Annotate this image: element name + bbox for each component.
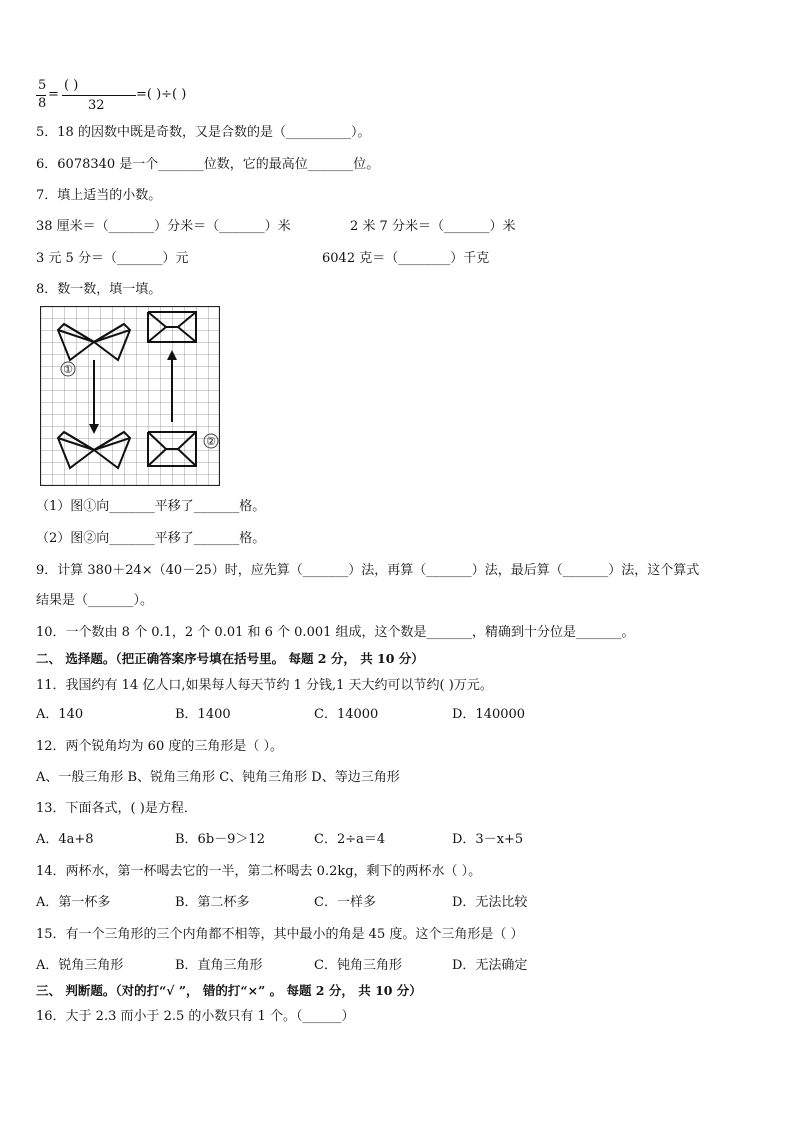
question-15: 15．有一个三角形的三个内角都不相等，其中最小的角是 45 度。这个三角形是（ ）: [36, 927, 524, 942]
grid-figure-svg: [40, 306, 220, 486]
q11-option-b: B．1400: [175, 707, 231, 722]
question-7-b: 2 米 7 分米＝（_______）米: [350, 219, 516, 234]
question-7: 7．填上适当的小数。: [36, 188, 162, 203]
figure-1-label: ①: [63, 363, 73, 376]
question-8-1: （1）图①向_______平移了_______格。: [36, 499, 266, 514]
question-9-line-2: 结果是（_______）。: [36, 593, 154, 608]
question-7-a: 38 厘米＝（_______）分米＝（_______）米: [36, 219, 291, 234]
question-12: 12．两个锐角均为 60 度的三角形是（ ）。: [36, 739, 283, 754]
lhs-numerator: 5: [38, 78, 47, 93]
q13-option-a: A．4a+8: [36, 832, 94, 847]
q15-option-b: B．直角三角形: [175, 958, 263, 973]
question-8-2: （2）图②向_______平移了_______格。: [36, 531, 266, 546]
division-blanks: =( )÷( ): [136, 87, 187, 102]
figure-2-label: ②: [206, 435, 216, 448]
lhs-denominator: 8: [38, 96, 47, 111]
q15-option-c: C．钝角三角形: [314, 958, 402, 973]
question-10: 10．一个数由 8 个 0.1，2 个 0.01 和 6 个 0.001 组成，这个数是_______，精确到十分位是_______。: [36, 625, 635, 640]
q12-options: A、一般三角形 B、锐角三角形 C、钝角三角形 D、等边三角形: [36, 770, 400, 785]
question-8: 8．数一数，填一填。: [36, 282, 162, 297]
question-6: 6．6078340 是一个_______位数，它的最高位_______位。: [36, 157, 380, 172]
question-13: 13．下面各式，( )是方程．: [36, 801, 197, 816]
translation-grid-figure: [40, 306, 220, 490]
q14-option-b: B．第二杯多: [175, 895, 250, 910]
equals-sign: =: [48, 87, 59, 102]
question-7-c: 3 元 5 分＝（_______）元: [36, 251, 189, 266]
question-9-line-1: 9．计算 380＋24×（40－25）时，应先算（_______）法，再算（_______）法，最后算（_______）法，这个算式: [36, 563, 700, 578]
question-16: 16．大于 2.3 而小于 2.5 的小数只有 1 个。（______）: [36, 1009, 355, 1024]
q11-option-d: D．140000: [452, 707, 526, 722]
q14-option-d: D．无法比较: [452, 895, 528, 910]
rhs-fraction-bar: [62, 95, 136, 96]
question-5: 5．18 的因数中既是奇数，又是合数的是（__________）。: [36, 125, 371, 140]
question-7-d: 6042 克＝（________）千克: [322, 251, 490, 266]
q14-option-a: A．第一杯多: [36, 895, 111, 910]
q13-option-c: C．2÷a＝4: [314, 832, 386, 847]
q11-option-a: A．140: [36, 707, 84, 722]
section-3-heading: 三、 判断题。（对的打“√ ”， 错的打“×” 。 每题 2 分， 共 10 分）: [36, 983, 422, 998]
question-11: 11．我国约有 14 亿人口,如果每人每天节约 1 分钱,1 天大约可以节约( )万元。: [36, 678, 493, 693]
q13-option-b: B．6b－9＞12: [175, 832, 265, 847]
q11-option-c: C．14000: [314, 707, 379, 722]
question-14: 14．两杯水，第一杯喝去它的一半，第二杯喝去 0.2kg，剩下的两杯水（ ）。: [36, 864, 482, 879]
q15-option-a: A．锐角三角形: [36, 958, 124, 973]
q14-option-c: C．一样多: [314, 895, 376, 910]
section-2-heading: 二、 选择题。（把正确答案序号填在括号里。 每题 2 分， 共 10 分）: [36, 651, 424, 666]
q13-option-d: D．3－x+5: [452, 832, 524, 847]
q15-option-d: D．无法确定: [452, 958, 528, 973]
rhs-denominator: 32: [88, 98, 105, 113]
q4-fraction-equation: [36, 78, 236, 114]
rhs-numerator: ( ): [64, 78, 79, 93]
